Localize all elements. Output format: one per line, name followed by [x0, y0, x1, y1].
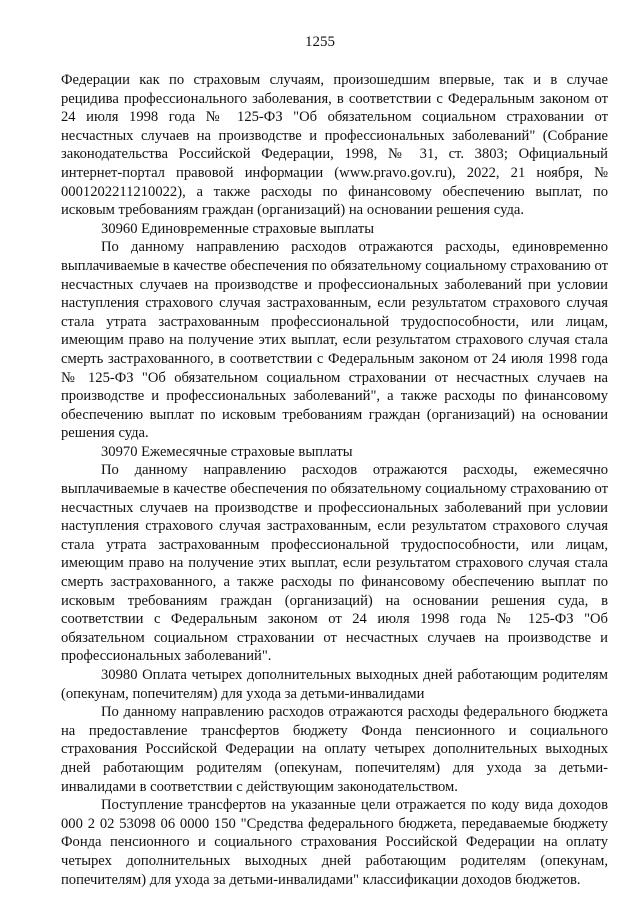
section-heading-30970: 30970 Ежемесячные страховые выплаты — [101, 443, 353, 460]
page-number: 1255 — [305, 34, 335, 50]
paragraph-30970: По данному направлению расходов отражаются расходы, ежемесячно выплачиваемые в качестве обеспечения по обязательному социальному страхованию от несчастных случаев на производстве и профессиональных заболеваний при условии наступления страхового случая застрахованным, если результатом страхового случая стала утрата застрахованным профессиональной трудоспособности, или лицам, имеющим право на получение этих выплат, если результатом страхового случая стала смерть застрахованного, а также расходы по финансовому обеспечению выплат по исковым требованиям граждан (организаций) на основании решения суда, в соответствии с Федеральным законом от 24 июля 1998 года № 125-ФЗ "Об обязательном социальном страховании от несчастных случаев на производстве и профессиональных заболеваний". — [61, 462, 608, 665]
paragraph-30980: По данному направлению расходов отражаются расходы федерального бюджета на предоставление трансфертов бюджету Фонда пенсионного и социального страхования Российской Федерации на оплату четырех дополнительных выходных дней работающим родителям (опекунам, попечителям) для ухода за детьми-инвалидами в соответствии с действующим законодательством. — [61, 704, 608, 795]
section-heading-30960: 30960 Единовременные страховые выплаты — [101, 220, 375, 237]
paragraph-30960: По данному направлению расходов отражаются расходы, единовременно выплачиваемые в качестве обеспечения по обязательному социальному страхованию от несчастных случаев на производстве и профессиональных заболеваний при условии наступления страхового случая застрахованным, если результатом страхового случая стала утрата застрахованным профессиональной трудоспособности, или лицам, имеющим право на получение этих выплат, если результатом страхового случая стала смерть застрахованного, в соответствии с Федеральным законом от 24 июля 1998 года № 125-ФЗ "Об обязательном социальном страховании от несчастных случаев на производстве и профессиональных заболеваний", а также расходы по финансовому обеспечению выплат по исковым требованиям граждан (организаций) на основании решения суда. — [61, 239, 608, 442]
section-heading-30980: 30980 Оплата четырех дополнительных выходных дней работающим родителям (опекунам, попечителям) для ухода за детьми-инвалидами — [61, 667, 608, 702]
paragraph-continuation: Федерации как по страховым случаям, произошедшим впервые, так и в случае рецидива профессионального заболевания, в соответствии с Федеральным законом от 24 июля 1998 года № 125-ФЗ "Об обязательном социальном страховании от несчастных случаев на производстве и профессиональных заболеваний" (Собрание законодательства Российской Федерации, 1998, № 31, ст. 3803; Официальный интернет-портал правовой информации (www.pravo.gov.ru), 2022, 21 ноября, № 0001202211210022), а также расходы по финансовому обеспечению выплат, по исковым требованиям граждан (организаций) на основании решения суда. — [61, 72, 608, 219]
document-body — [61, 71, 608, 889]
paragraph-transfers-income: Поступление трансфертов на указанные цели отражается по коду вида доходов 000 2 02 53098 06 0000 150 "Средства федерального бюджета, передаваемые бюджету Фонда пенсионного и социального страхования Российской Федерации на оплату четырех дополнительных выходных дней работающим родителям (опекунам, попечителям) для ухода за детьми-инвалидами" классификации доходов бюджетов. — [61, 797, 608, 888]
